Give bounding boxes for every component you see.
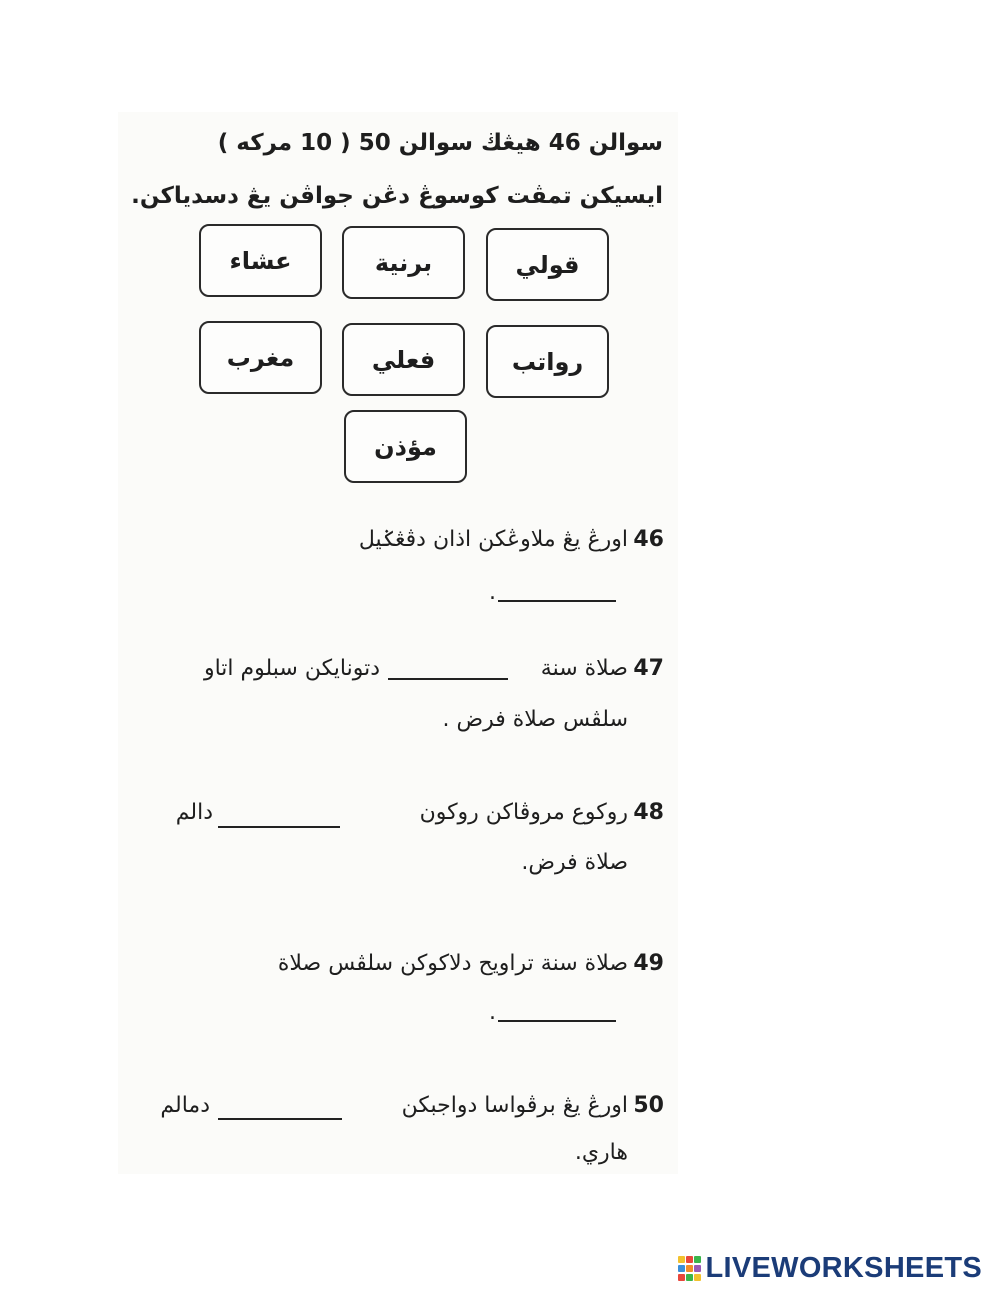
question-number: 46 bbox=[633, 527, 664, 552]
period: . bbox=[489, 580, 496, 605]
answer-blank[interactable] bbox=[498, 1020, 616, 1022]
question-text: دتونايکن سبلوم اتاو bbox=[203, 656, 380, 681]
question-text-continued: هاري. bbox=[574, 1140, 628, 1165]
word-box-maghrib: مغرب bbox=[199, 321, 322, 394]
answer-blank[interactable] bbox=[218, 1118, 342, 1120]
period: . bbox=[489, 1000, 496, 1025]
section-title: سوالن 46 هيڠڬ سوالن 50 ( 10 مرکه ) bbox=[217, 130, 663, 156]
word-box-muazzin: مؤذن bbox=[344, 410, 467, 483]
section-instruction: ايسيکن تمڤت کوسوڠ دڠن جواڤن يڠ دسدياکن. bbox=[131, 183, 663, 209]
question-text: صلاة سنة bbox=[540, 656, 628, 681]
answer-blank[interactable] bbox=[388, 678, 508, 680]
word-box-isyak: عشاء bbox=[199, 224, 322, 297]
question-number: 47 bbox=[633, 656, 664, 681]
question-text: اورڠ يڠ برڤواسا دواجبکن bbox=[401, 1093, 628, 1118]
question-text: روکوع مروڤاکن روکون bbox=[419, 800, 628, 825]
word-box-berniat: برنية bbox=[342, 226, 465, 299]
question-text: اورڠ يڠ ملاوڠکن اذان دڤڠݢيل bbox=[358, 527, 628, 552]
word-box-fikli: فعلي bbox=[342, 323, 465, 396]
question-text-continued: صلاة فرض. bbox=[521, 850, 628, 875]
liveworksheets-logo-text: LIVEWORKSHEETS bbox=[705, 1252, 982, 1284]
question-text-continued: سلڤس صلاة فرض . bbox=[442, 707, 628, 732]
word-box-qauli: قولي bbox=[486, 228, 609, 301]
liveworksheets-logo-icon bbox=[678, 1256, 702, 1282]
question-text: دمالم bbox=[160, 1093, 210, 1118]
answer-blank[interactable] bbox=[218, 826, 340, 828]
question-text: صلاة سنة تراويح دلاکوکن سلڤس صلاة bbox=[277, 951, 628, 976]
question-number: 48 bbox=[633, 800, 664, 825]
question-text: دالم bbox=[175, 800, 213, 825]
liveworksheets-logo[interactable] bbox=[678, 1252, 983, 1285]
question-number: 50 bbox=[633, 1093, 664, 1118]
answer-blank[interactable] bbox=[498, 600, 616, 602]
word-box-rawatib: رواتب bbox=[486, 325, 609, 398]
question-number: 49 bbox=[633, 951, 664, 976]
